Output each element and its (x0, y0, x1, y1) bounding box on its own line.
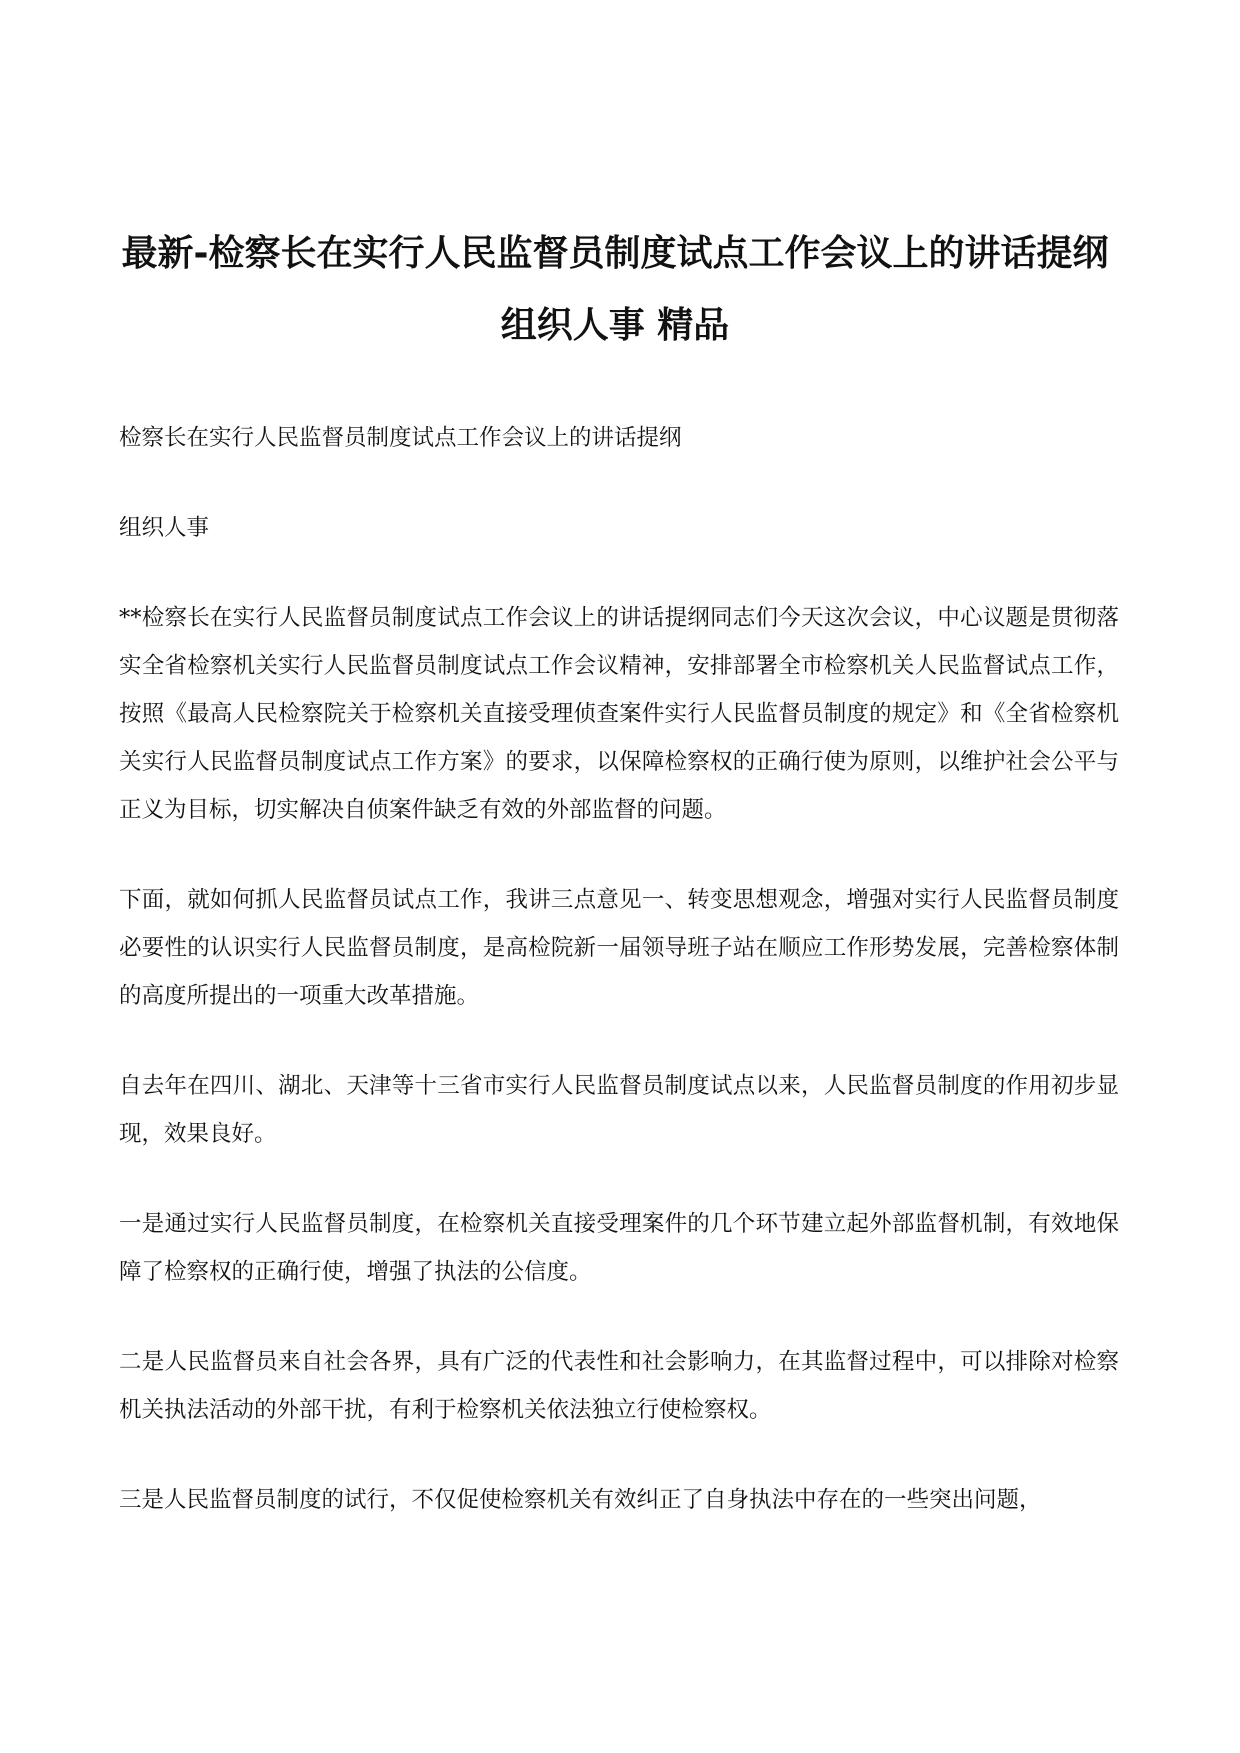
document-title: 最新-检察长在实行人民监督员制度试点工作会议上的讲话提纲组织人事 精品 (121, 233, 1109, 346)
paragraph-subtitle: 检察长在实行人民监督员制度试点工作会议上的讲话提纲 (119, 425, 682, 451)
paragraph-effect-two: 二是人民监督员来自社会各界，具有广泛的代表性和社会影响力，在其监督过程中，可以排除对检察机关执法活动的外部干扰，有利于检察机关依法独立行使检察权。 (119, 1349, 1119, 1423)
document-body (119, 414, 1119, 1566)
paragraph-effect-three: 三是人民监督员制度的试行，不仅促使检察机关有效纠正了自身执法中存在的一些突出问题， (119, 1487, 1042, 1513)
paragraph-point-one: 下面，就如何抓人民监督员试点工作，我讲三点意见一、转变思想观念，增强对实行人民监督员制度必要性的认识实行人民监督员制度，是高检院新一届领导班子站在顺应工作形势发展，完善检察体制的高度所提出的一项重大改革措施。 (119, 887, 1119, 1009)
paragraph-opening: **检察长在实行人民监督员制度试点工作会议上的讲话提纲同志们今天这次会议，中心议题是贯彻落实全省检察机关实行人民监督员制度试点工作会议精神，安排部署全市检察机关人民监督试点工作，按照《最高人民检察院关于检察机关直接受理侦查案件实行人民监督员制度的规定》和《全省检察机关实行人民监督员制度试点工作方案》的要求，以保障检察权的正确行使为原则，以维护社会公平与正义为目标，切实解决自侦案件缺乏有效的外部监督的问题。 (119, 605, 1119, 823)
paragraph-effect-one: 一是通过实行人民监督员制度，在检察机关直接受理案件的几个环节建立起外部监督机制，有效地保障了检察权的正确行使，增强了执法的公信度。 (119, 1211, 1119, 1285)
paragraph-pilot-results: 自去年在四川、湖北、天津等十三省市实行人民监督员制度试点以来，人民监督员制度的作用初步显现，效果良好。 (119, 1073, 1119, 1147)
paragraph-category: 组织人事 (119, 515, 210, 541)
